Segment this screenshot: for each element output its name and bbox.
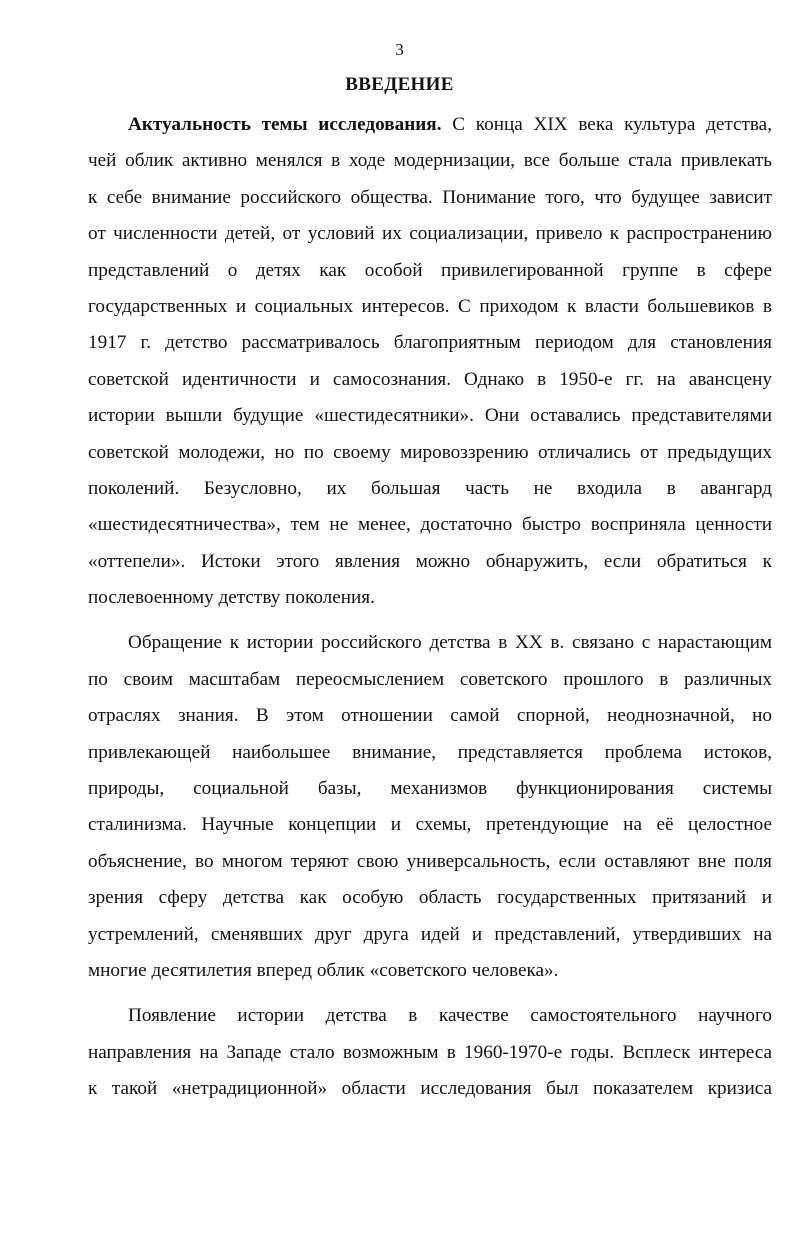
paragraph-lead: Актуальность темы исследования. bbox=[128, 114, 442, 135]
paragraph-line: к себе внимание российского общества. Понимание того, что будущее зависит bbox=[88, 186, 772, 208]
page-number: 3 bbox=[395, 40, 404, 59]
paragraph-line: сталинизма. Научные концепции и схемы, претендующие на её целостное bbox=[88, 814, 772, 836]
paragraph-line: «шестидесятничества», тем не менее, достаточно быстро восприняла ценности bbox=[88, 514, 772, 536]
paragraph-line: государственных и социальных интересов. С приходом к власти большевиков в bbox=[88, 295, 772, 317]
paragraph-line: многие десятилетия вперед облик «советского человека». bbox=[88, 959, 559, 981]
paragraph-line: представлений о детях как особой привилегированной группе в сфере bbox=[88, 259, 772, 281]
paragraph-line: зрения сферу детства как особую область государственных притязаний и bbox=[88, 887, 772, 909]
paragraph-history bbox=[88, 625, 772, 989]
paragraph-line: послевоенному детству поколения. bbox=[88, 587, 375, 609]
paragraph-line: советской идентичности и самосознания. Однако в 1950-е гг. на авансцену bbox=[88, 368, 772, 390]
paragraph-line: по своим масштабам переосмыслением советского прошлого в различных bbox=[88, 668, 772, 690]
section-heading: ВВЕДЕНИЕ bbox=[345, 74, 454, 95]
paragraph-line: отраслях знания. В этом отношении самой спорной, неоднозначной, но bbox=[88, 705, 772, 727]
paragraph-line: 1917 г. детство рассматривалось благоприятным периодом для становления bbox=[88, 332, 772, 354]
paragraph-line: Появление истории детства в качестве самостоятельного научного bbox=[128, 1005, 772, 1027]
paragraph-line: Обращение к истории российского детства в XX в. связано с нарастающим bbox=[128, 632, 772, 654]
paragraph-spacer bbox=[88, 616, 772, 625]
paragraph-line: истории вышли будущие «шестидесятники». Они оставались представителями bbox=[88, 405, 772, 427]
paragraph-west bbox=[88, 998, 772, 1107]
paragraph-line: поколений. Безусловно, их большая часть не входила в авангард bbox=[88, 477, 772, 499]
paragraph-line: объяснение, во многом теряют свою универсальность, если оставляют вне поля bbox=[88, 850, 772, 872]
paragraph-line: от численности детей, от условий их социализации, привело к распространению bbox=[88, 223, 772, 245]
paragraph-line: направления на Западе стало возможным в 1960-1970-е годы. Всплеск интереса bbox=[88, 1041, 772, 1063]
paragraph-line: устремлений, сменявших друг друга идей и представлений, утвердивших на bbox=[88, 923, 772, 945]
document-body bbox=[88, 107, 772, 1108]
paragraph-spacer bbox=[88, 989, 772, 998]
paragraph-relevance bbox=[88, 107, 772, 616]
paragraph-line: привлекающей наибольшее внимание, представляется проблема истоков, bbox=[88, 741, 772, 763]
paragraph-line: советской молодежи, но по своему мировоззрению отличались от предыдущих bbox=[88, 441, 772, 463]
paragraph-line: к такой «нетрадиционной» области исследования был показателем кризиса bbox=[88, 1078, 772, 1100]
paragraph-line: Актуальность темы исследования. С конца XIX века культура детства, bbox=[128, 114, 772, 135]
paragraph-line: чей облик активно менялся в ходе модернизации, все больше стала привлекать bbox=[88, 150, 772, 172]
paragraph-line: природы, социальной базы, механизмов функционирования системы bbox=[88, 778, 772, 800]
paragraph-line: «оттепели». Истоки этого явления можно обнаружить, если обратиться к bbox=[88, 550, 772, 572]
